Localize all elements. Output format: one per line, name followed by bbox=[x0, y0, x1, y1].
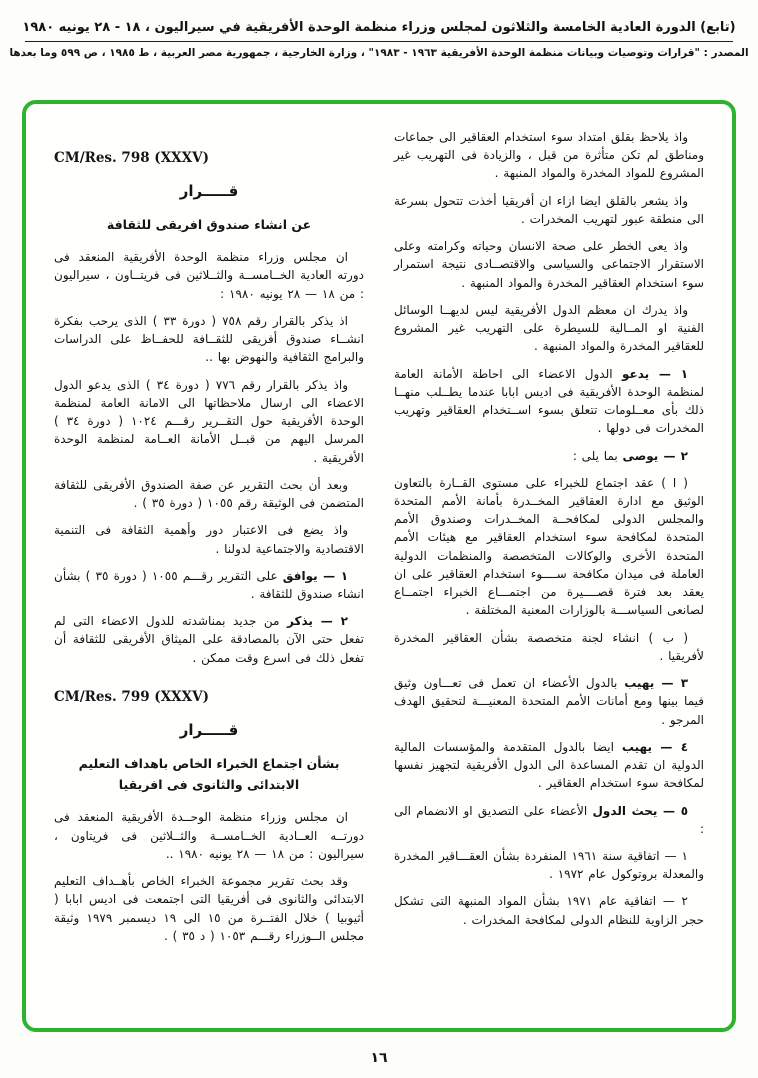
paragraph-text: بما يلى : bbox=[572, 448, 623, 463]
paragraph-lead: ٣ — يهيب bbox=[624, 676, 689, 691]
green-border-box bbox=[22, 100, 736, 1032]
paragraph-text: بالدول الأعضاء ان تعمل فى تعـــاون وثيق فيما بينها ومع أمانات الأمم المتحدة المعنيـــة لتحقيق الهدف المرجو . bbox=[394, 676, 704, 727]
paragraph-text: على التقرير رقـــم ١٠٥٥ ( دورة ٣٥ ) بشأن انشاء صندوق للثقافة . bbox=[54, 568, 364, 601]
paragraph bbox=[394, 237, 704, 292]
source-line: المصدر : "قرارات وتوصيات وبيانات منظمة الوحدة الأفريقية ١٩٦٣ - ١٩٨٣" ، وزارة الخارجية ، جمهورية مصر العربية ، ط ١٩٨٥ ، ص ٥٩٩ وما بعدها bbox=[9, 47, 749, 59]
resolution-798-title: قـــــرار bbox=[179, 182, 239, 200]
header-divider bbox=[25, 41, 733, 42]
paragraph-lead: ٤ — يهيب bbox=[621, 739, 689, 754]
convention-item-2 bbox=[394, 892, 704, 928]
resolution-799-id: CM/Res. 799 (XXXV) bbox=[54, 688, 209, 705]
resolution-799-subtitle: بشأن اجتماع الخبراء الخاص باهداف التعليم الابتدائى والثانوى فى افريقيا bbox=[78, 755, 340, 793]
paragraph-text: ( ب ) انشاء لجنة متخصصة بشأن العقاقير المخدرة لأفريقيا . bbox=[394, 630, 704, 663]
paragraph bbox=[54, 808, 364, 863]
paragraph-text: وقد بحث تقرير مجموعة الخبراء الخاص بأهــداف التعليم الابتدائى والثانوى فى أفريقيا التى اجتمعت فى اديس ابابا ( أثيوبيا ) خلال الفتــرة من ١٥ الى ١٩ ديسمبر ١٩٧٩ وثيقة مجلس الــوزراء رقـــم ١٠٥٣ ( د ٣٥ ) . bbox=[54, 874, 365, 943]
paragraph-text: واذ يذكر بالقرار رقم ٧٧٦ ( دورة ٣٤ ) الذى يدعو الدول الاعضاء الى ارسال ملاحظاتها الى الامانة العامة لمنظمة الوحدة الأفريقية حول التقــرير رقـــم ١٠٢٤ ( دورة ٣٤ ) المرسل اليهم من قبــل الأمانة العــامة لمنظمة الوحدة الأفريقية . bbox=[54, 377, 364, 465]
paragraph bbox=[54, 521, 364, 557]
resolution-799-title: قـــــرار bbox=[179, 720, 239, 739]
paragraph bbox=[54, 312, 364, 367]
paragraph-text: وبعد أن بحث التقرير عن صفة الصندوق الأفريقى للثقافة المتضمن فى الوثيقة رقم ١٠٥٥ ( دورة ٣٥ ) . bbox=[54, 477, 364, 511]
paragraph-text: واذ يدرك ان معظم الدول الأفريقية ليس لديهــا الوسائل الفنية او المــالية للسيطرة على التهريب غير المشروع للعقاقير المخدرة والمواد المنبهة . bbox=[394, 302, 704, 354]
paragraph bbox=[54, 248, 364, 303]
paragraph bbox=[394, 192, 704, 228]
paragraph-text: من جديد بمناشدته للدول الاعضاء التى لم تفعل حتى الآن بالمصادقة على الميثاق الأفريقى للثقافة أن تفعل ذلك فى اسرع وقت ممكن . bbox=[54, 614, 364, 665]
paragraph-text: ايضا بالدول المتقدمة والمؤسسات المالية الدولية ان تقدم المساعدة الى الدول الأفريقية لتجهيز نفسها لمكافحة سوء استخدام العقاقير . bbox=[394, 739, 704, 791]
subparagraph-b bbox=[394, 629, 704, 665]
operative-paragraph-1 bbox=[394, 365, 704, 438]
operative-paragraph-2 bbox=[54, 612, 364, 667]
paragraph bbox=[394, 301, 704, 356]
operative-paragraph-3 bbox=[394, 674, 704, 729]
paragraph-text: ان مجلس وزراء منظمة الوحــدة الأفريقية المنعقد فى دورتــه العــادية الخــامســة والثــلاثين فى فريتاون ، سيراليون : من ١٨ — ٢٨ يونيه ١٩٨٠ .. bbox=[54, 810, 364, 861]
page-number: ١٦ bbox=[370, 1050, 388, 1066]
paragraph-text: الأعضاء على التصديق او الانضمام الى : bbox=[394, 803, 704, 836]
paragraph-text: واذ يضع فى الاعتبار دور وأهمية الثقافة فى التنمية الاقتصادية والاجتماعية لدولنا . bbox=[54, 523, 364, 556]
paragraph-text: واذ يعى الخطر على صحة الانسان وحياته وكرامته وعلى الاستقرار الاجتماعى والسياسى والاقتصــادى نتيجة استمرار سوء استخدام العقاقير المخدرة والمواد المنبهة . bbox=[394, 239, 704, 290]
page-header bbox=[0, 0, 758, 59]
paragraph-text: ( ا ) عقد اجتماع للخبراء على مستوى القــارة بالتعاون الوثيق مع ادارة العقاقير المخــدرة بأمانة الأمم المتحدة والمجلس الدولى لمكافحــة المخــدرات وصندوق الأمم المتحدة لمكافحة سوء استخدام العقاقير مع هيئات الأمم المتحدة الأخرى والوكالات المتخصصة والمنظمات الدولية العاملة فى ميدان مكافحة ســــوء استخدام العقاقير على ان يعقد بعد فترة قصــــيرة من اجتمـــاع الخبراء اجتمــاع لصانعى السياســـة بالوزارات المعنية المختلفة . bbox=[394, 475, 704, 618]
paragraph-lead: ٥ — يحث الدول bbox=[592, 803, 689, 818]
paragraph-lead: ١ — يوافق bbox=[282, 568, 349, 583]
resolution-798-subtitle: عن انشاء صندوق افريقى للثقافة bbox=[106, 217, 312, 232]
paragraph-text: الدول الاعضاء الى احاطة الأمانة العامة لمنظمة الوحدة الأفريقية فى اديس ابابا عندما يطــلب منهــا ذلك بأى معــلومات تتعلق بسوء اســتخدام العقاقير وتهريب المخدرات فى دولها . bbox=[394, 366, 704, 436]
paragraph-text: ٢ — اتفاقية عام ١٩٧١ بشأن المواد المنبهة التى تشكل حجر الزاوية للنظام الدولى لمكافحة المخدرات . bbox=[394, 894, 704, 927]
operative-paragraph-2 bbox=[394, 447, 704, 465]
paragraph-lead: ٢ — يوصى bbox=[622, 448, 688, 463]
paragraph-lead: ١ — يدعو bbox=[621, 366, 689, 381]
paragraph-lead: ٢ — يذكر bbox=[287, 614, 348, 629]
paragraph bbox=[54, 872, 364, 945]
two-column-layout bbox=[54, 128, 704, 1010]
operative-paragraph-5 bbox=[394, 802, 704, 838]
left-column bbox=[54, 128, 364, 1010]
session-title: (تابع) الدورة العادية الخامسة والثلاثون لمجلس وزراء منظمة الوحدة الأفريقية في سيراليون ، ١٨ - ٢٨ يونيه ١٩٨٠ bbox=[22, 20, 736, 35]
paragraph bbox=[54, 376, 364, 467]
convention-item-1 bbox=[394, 847, 704, 883]
paragraph-text: ان مجلس وزراء منظمة الوحدة الأفريقية المنعقد فى دورته العادية الخــامســة والثــلاثين فى فريتــاون ، سيراليون : من ١٨ — ٢٨ يونيه ١٩٨٠ : bbox=[54, 250, 364, 301]
operative-paragraph-4 bbox=[394, 738, 704, 793]
paragraph-text: اذ يذكر بالقرار رقم ٧٥٨ ( دورة ٣٣ ) الذى يرحب بفكرة انشــاء صندوق أفريقى للثقــافة للحفــاظ على الدراسات والبرامج الثقافية والنهوض بها .. bbox=[54, 313, 364, 365]
operative-paragraph-1 bbox=[54, 567, 364, 603]
subparagraph-a bbox=[394, 474, 704, 620]
right-column bbox=[394, 128, 704, 1010]
page-footer bbox=[0, 1050, 758, 1066]
paragraph-text: واذ يلاحظ بقلق امتداد سوء استخدام العقاقير الى جماعات ومناطق لم تكن متأثرة من قبل ، والزيادة فى التهريب غير المشروع للمواد المخدرة والمواد المنبهة . bbox=[394, 130, 704, 181]
paragraph bbox=[394, 128, 704, 183]
paragraph bbox=[54, 476, 364, 512]
paragraph-text: واذ يشعر بالقلق ايضا ازاء ان أفريقيا أخذت تتحول بسرعة الى منطقة عبور لتهريب المخدرات . bbox=[394, 193, 704, 226]
resolution-798-id: CM/Res. 798 (XXXV) bbox=[54, 150, 209, 166]
paragraph-text: ١ — اتفاقية سنة ١٩٦١ المنفردة بشأن العقـــاقير المخدرة والمعدلة بروتوكول عام ١٩٧٢ . bbox=[394, 848, 704, 882]
